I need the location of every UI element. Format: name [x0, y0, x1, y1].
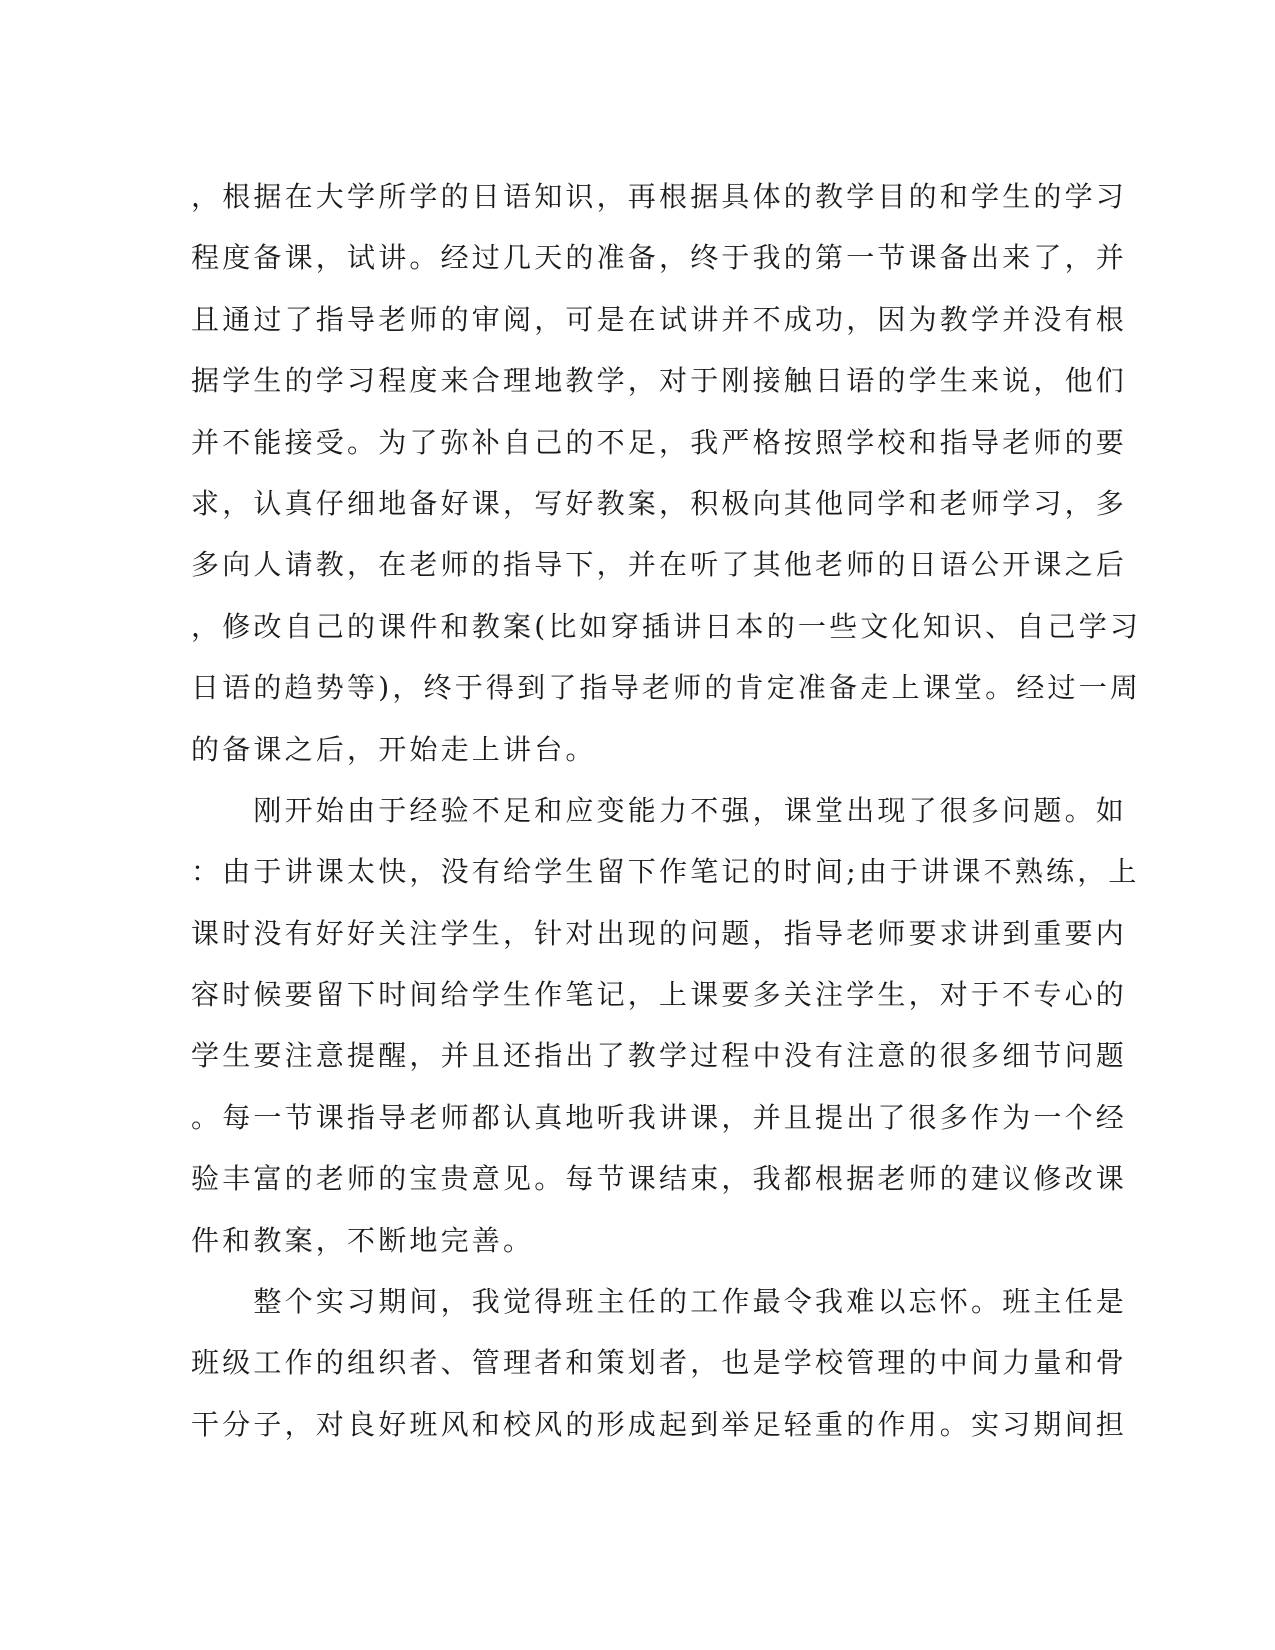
text-line: ，修改自己的课件和教案(比如穿插讲日本的一些文化知识、自己学习	[191, 609, 1142, 643]
text-line: 的备课之后，开始走上讲台。	[191, 732, 597, 766]
text-line: 据学生的学习程度来合理地教学，对于刚接触日语的学生来说，他们	[191, 364, 1128, 398]
body-text	[191, 166, 1142, 1455]
text-line: 验丰富的老师的宝贵意见。每节课结束，我都根据老师的建议修改课	[191, 1162, 1128, 1196]
text-line: 刚开始由于经验不足和应变能力不强，课堂出现了很多问题。如	[191, 793, 1128, 827]
text-line: 班级工作的组织者、管理者和策划者，也是学校管理的中间力量和骨	[191, 1346, 1128, 1380]
text-line: 容时候要留下时间给学生作笔记，上课要多关注学生，对于不专心的	[191, 978, 1128, 1012]
text-line: 课时没有好好关注学生，针对出现的问题，指导老师要求讲到重要内	[191, 916, 1128, 950]
text-line: 整个实习期间，我觉得班主任的工作最令我难以忘怀。班主任是	[191, 1285, 1128, 1319]
text-line: 求，认真仔细地备好课，写好教案，积极向其他同学和老师学习，多	[191, 486, 1128, 520]
text-line: 日语的趋势等)，终于得到了指导老师的肯定准备走上课堂。经过一周	[191, 671, 1142, 705]
text-line: 并不能接受。为了弥补自己的不足，我严格按照学校和指导老师的要	[191, 425, 1128, 459]
text-line: 件和教案，不断地完善。	[191, 1223, 535, 1257]
text-line: 且通过了指导老师的审阅，可是在试讲并不成功，因为教学并没有根	[191, 302, 1128, 336]
text-line: 多向人请教，在老师的指导下，并在听了其他老师的日语公开课之后	[191, 548, 1128, 582]
text-line: 程度备课，试讲。经过几天的准备，终于我的第一节课备出来了，并	[191, 241, 1128, 275]
text-line: ，根据在大学所学的日语知识，再根据具体的教学目的和学生的学习	[191, 180, 1128, 213]
text-line: 学生要注意提醒，并且还指出了教学过程中没有注意的很多细节问题	[191, 1039, 1128, 1073]
text-line: 。每一节课指导老师都认真地听我讲课，并且提出了很多作为一个经	[191, 1100, 1128, 1134]
text-line: 干分子，对良好班风和校风的形成起到举足轻重的作用。实习期间担	[191, 1407, 1128, 1441]
text-line: ：由于讲课太快，没有给学生留下作笔记的时间;由于讲课不熟练，上	[191, 855, 1140, 889]
